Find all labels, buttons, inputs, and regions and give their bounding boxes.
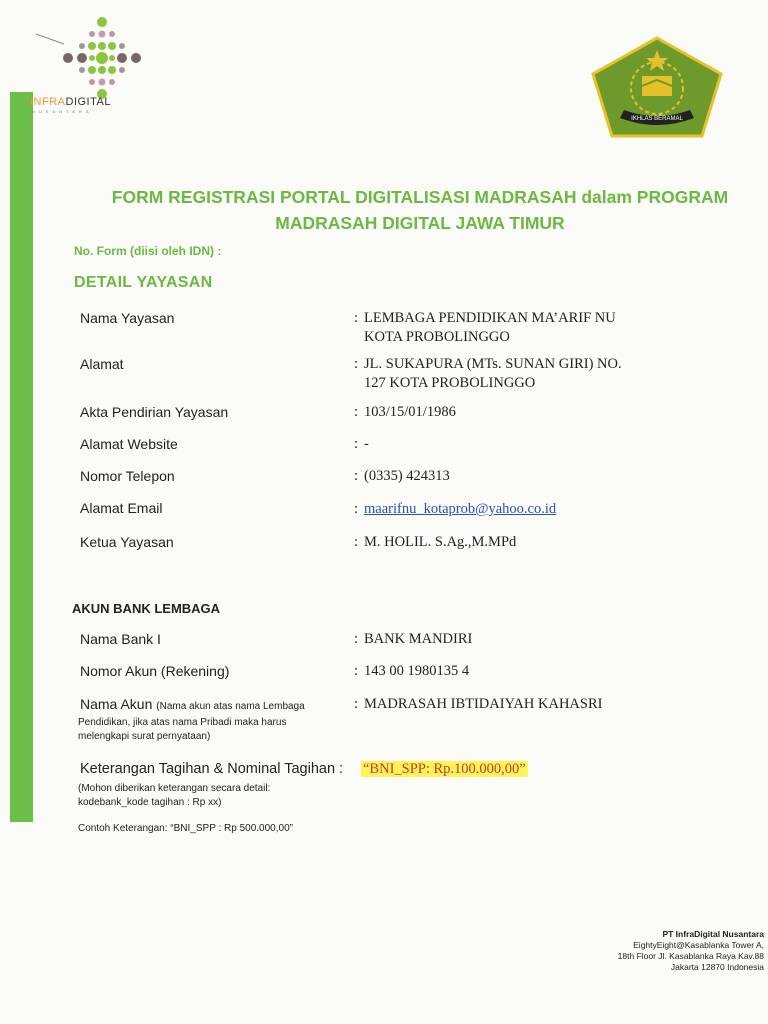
value-alamat: : JL. SUKAPURA (MTs. SUNAN GIRI) NO. 127 KOTA PROBOLINGGO	[354, 356, 622, 391]
value-alamat-website: : -	[354, 436, 369, 452]
value-akta-pendirian: : 103/15/01/1986	[354, 404, 456, 420]
footer-company: PT InfraDigital Nusantara	[662, 929, 764, 939]
value-nomor-akun: : 143 00 1980135 4	[354, 663, 470, 679]
label-nama-bank: Nama Bank I	[80, 631, 161, 647]
svg-text:IKHLAS BERAMAL: IKHLAS BERAMAL	[631, 116, 683, 122]
label-nomor-akun: Nomor Akun (Rekening)	[80, 663, 230, 679]
value-ketua-yayasan: : M. HOLIL. S.Ag.,M.MPd	[354, 534, 517, 550]
company-footer: PT InfraDigital Nusantara EightyEight@Kasablanka Tower A, 18th Floor Jl. Kasablanka Raya Kav.88 Jakarta 12870 Indonesia	[617, 929, 764, 972]
label-alamat-website: Alamat Website	[80, 436, 178, 452]
kemenag-emblem-icon	[590, 36, 724, 138]
value-nama-akun: : MADRASAH IBTIDAIYAH KAHASRI	[354, 696, 603, 712]
green-side-bar	[10, 92, 33, 822]
brand-name: INFRADIGITAL	[30, 96, 111, 108]
label-alamat-email: Alamat Email	[80, 500, 163, 516]
label-keterangan-tagihan: Keterangan Tagihan & Nominal Tagihan :	[80, 761, 344, 777]
value-nomor-telepon: : (0335) 424313	[354, 468, 450, 484]
nama-akun-note-continued: Pendidikan, jika atas nama Pribadi maka harus melengkapi surat pernyataan)	[78, 717, 287, 742]
nama-akun-note: (Nama akun atas nama Lembaga	[156, 701, 305, 712]
kemenag-emblem	[590, 36, 724, 143]
label-nama-yayasan: Nama Yayasan	[80, 310, 175, 326]
label-nomor-telepon: Nomor Telepon	[80, 468, 175, 484]
label-akta-pendirian: Akta Pendirian Yayasan	[80, 404, 229, 420]
contoh-keterangan: Contoh Keterangan: “BNI_SPP : Rp 500.000,00”	[78, 823, 293, 834]
detail-yayasan-heading: DETAIL YAYASAN	[74, 274, 213, 291]
akun-bank-heading: AKUN BANK LEMBAGA	[72, 601, 221, 616]
no-form-label: No. Form (diisi oleh IDN) :	[74, 244, 222, 258]
value-keterangan-tagihan	[361, 760, 528, 779]
tagihan-note: (Mohon diberikan keterangan secara detail: kodebank_kode tagihan : Rp xx)	[78, 783, 271, 808]
label-nama-akun: Nama Akun (Nama akun atas nama Lembaga	[80, 696, 305, 712]
value-alamat-email: : maarifnu_kotaprob@yahoo.co.id	[354, 501, 557, 517]
value-nama-bank: : BANK MANDIRI	[354, 631, 473, 647]
label-ketua-yayasan: Ketua Yayasan	[80, 534, 174, 550]
infradigital-logo	[34, 14, 164, 134]
form-title: FORM REGISTRASI PORTAL DIGITALISASI MADRASAH dalam PROGRAM MADRASAH DIGITAL JAWA TIMUR	[111, 187, 729, 233]
email-link[interactable]: maarifnu_kotaprob@yahoo.co.id	[364, 501, 557, 517]
brand-subtitle: NUSANTARA	[32, 109, 93, 114]
value-nama-yayasan: : LEMBAGA PENDIDIKAN MA’ARIF NU KOTA PROBOLINGGO	[354, 310, 616, 345]
infradigital-dots-icon	[34, 14, 164, 104]
tagihan-highlight: “BNI_SPP: Rp.100.000,00”	[363, 761, 526, 777]
label-alamat: Alamat	[80, 356, 124, 372]
